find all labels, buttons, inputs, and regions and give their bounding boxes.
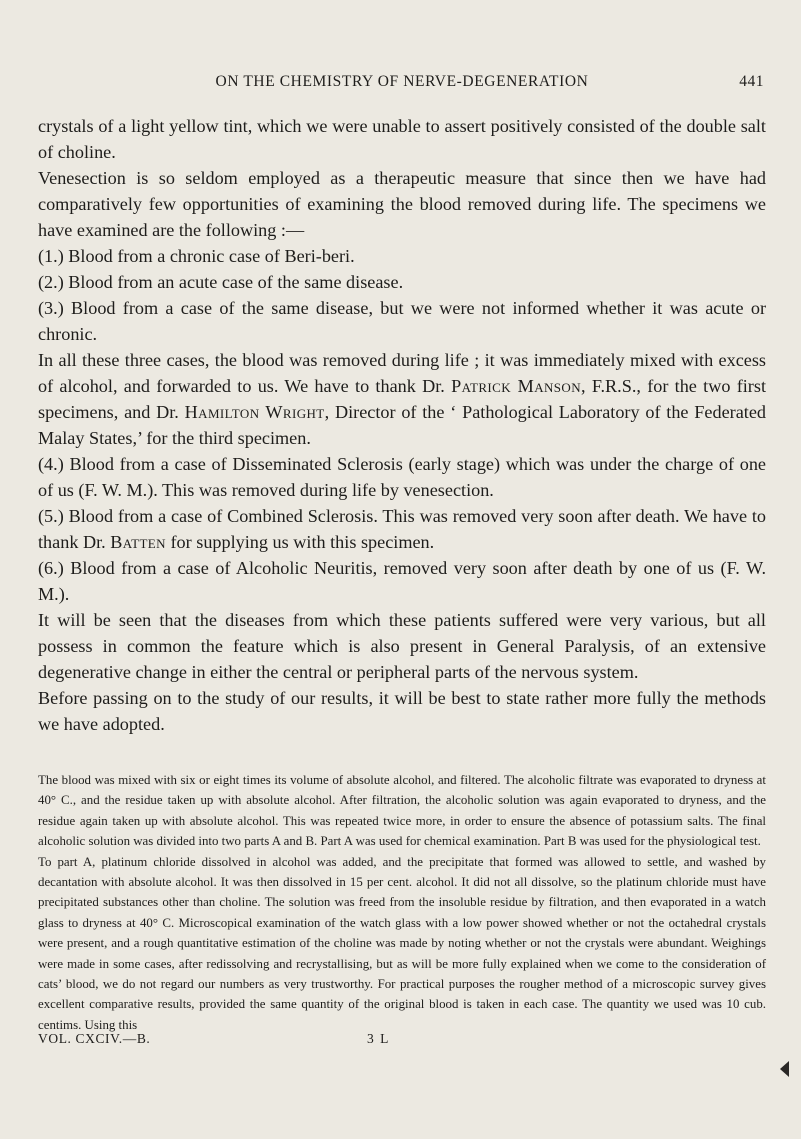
specimen-item-6: (6.) Blood from a case of Alcoholic Neuritis, removed very soon after death by one of us (F. W. M.).: [38, 558, 766, 604]
page-header: [38, 71, 766, 93]
person-name-manson: Patrick Manson: [451, 376, 582, 396]
specimen-item-2: (2.) Blood from an acute case of the same disease.: [38, 272, 404, 292]
paragraph-methods-intro: Before passing on to the study of our results, it will be best to state rather more fully the methods we have adopted.: [38, 688, 766, 734]
methods-small-text: [38, 770, 766, 1035]
signature-mark: 3 L: [367, 1031, 390, 1046]
specimen-item-1: (1.) Blood from a chronic case of Beri-beri.: [38, 246, 355, 266]
specimen-item-4: (4.) Blood from a case of Disseminated Sclerosis (early stage) which was under the charge of one of us (F. W. M.). This was removed during life by venesection.: [38, 454, 766, 500]
edge-tab-icon: [780, 1061, 789, 1077]
acknowledgement-text-a: In all these three cases, the blood was removed during life ; it was immediately mixed with excess of alcohol, and forwarded to us. We have to thank Dr.: [38, 350, 766, 396]
specimen-5-text-b: for supplying us with this specimen.: [170, 532, 435, 552]
page-footer: [38, 1031, 766, 1053]
paragraph-crystals: crystals of a light yellow tint, which we were unable to assert positively consisted of the double salt of choline.: [38, 116, 766, 162]
specimen-5-text-a: (5.) Blood from a case of Combined Sclerosis. This was removed very soon after death. We have to thank Dr.: [38, 506, 766, 552]
paragraph-diseases: It will be seen that the diseases from which these patients suffered were very various, but all possess in common the feature which is also present in General Paralysis, of an extensive degenerative change in either the central or peripheral parts of the nervous system.: [38, 610, 766, 682]
volume-mark: VOL. CXCIV.—B.: [38, 1031, 151, 1046]
specimen-item-3: (3.) Blood from a case of the same disease, but we were not informed whether it was acute or chronic.: [38, 298, 766, 344]
acknowledgement-text-c: , Director of the ‘ Pathological Laboratory of the Federated Malay States,’ for the third specimen.: [38, 402, 766, 448]
running-head: ON THE CHEMISTRY OF NERVE-DEGENERATION: [215, 73, 589, 90]
acknowledgement-text-b: , F.R.S., for the two first specimens, and Dr.: [38, 376, 766, 422]
paragraph-venesection: Venesection is so seldom employed as a therapeutic measure that since then we have had comparatively few opportunities of examining the blood removed during life. The specimens we have examined are the following :—: [38, 168, 766, 240]
page-number: 441: [739, 73, 764, 90]
main-body-text: [38, 113, 766, 737]
person-name-wright: Hamilton Wright: [184, 402, 325, 422]
specimen-item-5: [38, 503, 766, 555]
methods-paragraph-1: The blood was mixed with six or eight times its volume of absolute alcohol, and filtered. The alcoholic filtrate was evaporated to dryness at 40° C., and the residue taken up with absolute alcohol. After filtration, the alcoholic solution was again evaporated to dryness, and the residue again taken up with absolute alcohol. This was repeated twice more, in order to ensure the absence of potassium salts. The final alcoholic solution was divided into two parts A and B. Part A was used for chemical examination. Part B was used for the physiological test.: [38, 773, 766, 849]
methods-paragraph-2: To part A, platinum chloride dissolved in alcohol was added, and the precipitate that formed was allowed to settle, and washed by decantation with absolute alcohol. It was then dissolved in 15 per cent. alcohol. It did not all dissolve, so the platinum chloride must have precipitated substances other than choline. The solution was freed from the insoluble residue by filtration, and then evaporated in a watch glass to dryness at 40° C. Microscopical examination of the watch glass with a low power showed whether or not the octahedral crystals were present, and a rough quantitative estimation of the choline was made by noting whether or not the crystals were abundant. Weighings were made in some cases, after redissolving and recrystallising, but as will be more fully explained when we come to the consideration of cats’ blood, we do not regard our numbers as very trustworthy. For practical purposes the rougher method of a microscopic survey gives excellent comparative results, provided the same quantity of the original blood is taken in each case. The quantity we used was 10 cub. centims. Using this: [38, 854, 766, 1032]
person-name-batten: Batten: [110, 532, 166, 552]
paragraph-acknowledgement: [38, 347, 766, 451]
